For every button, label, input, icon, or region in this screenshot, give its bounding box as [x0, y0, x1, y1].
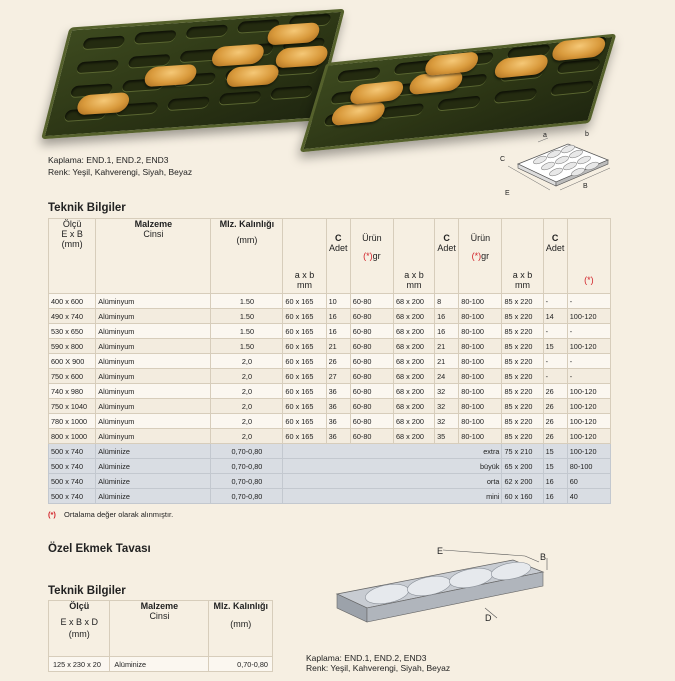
table-cell: 2,0 [211, 399, 283, 414]
table-cell: Alüminyum [96, 429, 211, 444]
header-axb-mm-3: mm [515, 280, 531, 290]
table-cell: - [567, 354, 610, 369]
table-cell: 26 [543, 414, 567, 429]
section-subtitle-technical: Teknik Bilgiler [48, 585, 126, 597]
table-cell: 24 [435, 369, 459, 384]
table-row [49, 474, 611, 489]
table-cell: 40 [567, 489, 610, 504]
diagram-label-a: a [543, 132, 547, 139]
table-cell: 80-100 [459, 384, 502, 399]
table-cell: 0,70-0,80 [211, 489, 283, 504]
header-star-2: (*) [471, 251, 482, 261]
table-cell: 26 [543, 429, 567, 444]
table-cell: 32 [435, 414, 459, 429]
header-olcu: Ölçü [62, 219, 82, 229]
table-cell: 32 [435, 384, 459, 399]
table-cell: 100-120 [567, 444, 610, 459]
table-cell: 80-100 [459, 399, 502, 414]
table-cell: - [567, 324, 610, 339]
table-cell: 60 x 165 [283, 429, 326, 444]
table-cell: mini [283, 489, 502, 504]
header-adet-2: Adet [437, 243, 456, 253]
special-label-d: D [485, 613, 492, 623]
table-cell: 60 x 165 [283, 354, 326, 369]
table-cell: 530 x 650 [49, 324, 96, 339]
table-cell: 60 [567, 474, 610, 489]
table-cell: 60 x 165 [283, 294, 326, 309]
table-cell: 60 x 165 [283, 369, 326, 384]
table-cell: 80-100 [459, 369, 502, 384]
table-cell: Alüminyum [96, 354, 211, 369]
header-urun-2: Ürün [470, 233, 491, 243]
special-header-kalinlik-mm: (mm) [230, 619, 252, 629]
table-cell: 85 x 220 [502, 339, 543, 354]
header-cinsi: Cinsi [143, 229, 164, 239]
table-cell: 16 [543, 489, 567, 504]
table-cell: 1.50 [211, 309, 283, 324]
table-row [49, 324, 611, 339]
table-cell: 500 x 740 [49, 474, 96, 489]
header-mm: (mm) [61, 239, 83, 249]
header-kalinlik: Mlz. Kalınlığı [219, 219, 275, 229]
table-row [49, 399, 611, 414]
special-coating-text: Kaplama: END.1, END.2, END3 [306, 653, 427, 663]
table-cell: 100-120 [567, 384, 610, 399]
table-cell: Alüminize [96, 459, 211, 474]
special-label-e: E [437, 546, 444, 556]
special-caption [306, 652, 450, 674]
footnote-star: (*) [48, 510, 56, 519]
table-cell: 16 [435, 309, 459, 324]
table-cell: 16 [543, 474, 567, 489]
table-cell: 16 [326, 324, 350, 339]
table-cell: 0,70-0,80 [211, 474, 283, 489]
header-c-1: C [334, 233, 342, 243]
table-cell: Alüminyum [96, 384, 211, 399]
diagram-label-b-lower: B [583, 183, 588, 190]
table-cell: 80-100 [459, 429, 502, 444]
table-cell: büyük [283, 459, 502, 474]
special-color-text: Renk: Yeşil, Kahverengi, Siyah, Beyaz [306, 663, 451, 673]
color-text: Renk: Yeşil, Kahverengi, Siyah, Beyaz [48, 167, 193, 177]
table-row [49, 459, 611, 474]
table-cell: Alüminyum [96, 414, 211, 429]
table-cell: 0,70-0,80 [211, 459, 283, 474]
header-urun-1: Ürün [362, 233, 382, 243]
special-header-dims: E x B x D [60, 617, 98, 627]
table-cell: Alüminyum [96, 369, 211, 384]
table-cell: 65 x 200 [502, 459, 543, 474]
table-cell: 0,70-0,80 [211, 444, 283, 459]
section-title-technical: Teknik Bilgiler [48, 202, 126, 214]
table-cell: 60-80 [350, 384, 393, 399]
table-cell: Alüminyum [96, 294, 211, 309]
table-cell: 2,0 [211, 429, 283, 444]
header-malzeme: Malzeme [134, 219, 173, 229]
table-cell: 750 x 1040 [49, 399, 96, 414]
table-cell: 35 [435, 429, 459, 444]
table-cell: orta [283, 474, 502, 489]
table-row [49, 657, 273, 672]
table-row [49, 309, 611, 324]
table-cell: 60-80 [350, 369, 393, 384]
table-cell: 60 x 165 [283, 309, 326, 324]
table-cell: 85 x 220 [502, 369, 543, 384]
table-cell: 60-80 [350, 414, 393, 429]
table-cell: 60 x 165 [283, 399, 326, 414]
table-cell: 1.50 [211, 294, 283, 309]
table-cell: 60-80 [350, 309, 393, 324]
table-cell: 100-120 [567, 309, 610, 324]
table-cell: 21 [435, 354, 459, 369]
header-c-2: C [443, 233, 450, 243]
table-cell: Alüminyum [96, 309, 211, 324]
technical-table [48, 218, 611, 504]
table-cell: 21 [326, 339, 350, 354]
table-cell: 750 x 600 [49, 369, 96, 384]
table-cell: - [543, 369, 567, 384]
table-cell: 68 x 200 [393, 354, 434, 369]
table-cell: 60 x 165 [283, 414, 326, 429]
special-label-b: B [540, 552, 547, 562]
table-cell: 26 [326, 354, 350, 369]
table-cell: 2,0 [211, 369, 283, 384]
table-cell: Alüminize [96, 489, 211, 504]
table-cell: 36 [326, 384, 350, 399]
table-cell: 60-80 [350, 354, 393, 369]
table-cell: 85 x 220 [502, 309, 543, 324]
table-cell: 16 [326, 309, 350, 324]
table-cell: 80-100 [459, 309, 502, 324]
table-cell: 100-120 [567, 339, 610, 354]
table-cell: 2,0 [211, 384, 283, 399]
table-cell: 2,0 [211, 354, 283, 369]
table-cell: 60 x 160 [502, 489, 543, 504]
table-cell: 100-120 [567, 414, 610, 429]
table-cell: 27 [326, 369, 350, 384]
table-cell: 68 x 200 [393, 384, 434, 399]
special-header-kalinlik: Mlz. Kalınlığı [213, 601, 268, 611]
table-cell: 21 [435, 339, 459, 354]
table-row [49, 384, 611, 399]
table-row [49, 414, 611, 429]
table-cell: Alüminyum [96, 324, 211, 339]
special-header-mm: (mm) [68, 629, 90, 639]
table-cell: 85 x 220 [502, 429, 543, 444]
table-cell: 80-100 [567, 459, 610, 474]
table-row [49, 429, 611, 444]
table-row [49, 294, 611, 309]
header-gr-1: gr [372, 251, 381, 261]
table-row [49, 489, 611, 504]
header-star-1: (*) [363, 251, 373, 261]
table-cell: - [543, 354, 567, 369]
table-cell: 85 x 220 [502, 399, 543, 414]
table-cell: 15 [543, 339, 567, 354]
coating-text: Kaplama: END.1, END.2, END3 [48, 155, 169, 165]
header-axb-mm-2: mm [406, 280, 422, 290]
table-row [49, 369, 611, 384]
diagram-label-b: b [585, 131, 589, 138]
special-cell-thickness: 0,70-0,80 [209, 657, 273, 672]
table-cell: 500 x 740 [49, 444, 96, 459]
footnote-text: Ortalama değer olarak alınmıştır. [64, 510, 174, 519]
section-title-special: Özel Ekmek Tavası [48, 543, 151, 555]
footnote [48, 510, 173, 519]
table-cell: 80-100 [459, 339, 502, 354]
header-axb-mm-1: mm [297, 280, 313, 290]
table-cell: 500 x 740 [49, 459, 96, 474]
table-cell: 80-100 [459, 354, 502, 369]
header-kalinlik-mm: (mm) [236, 235, 258, 245]
table-cell: 15 [543, 459, 567, 474]
table-cell: 80-100 [459, 414, 502, 429]
table-cell: 60-80 [350, 324, 393, 339]
table-cell: 68 x 200 [393, 429, 434, 444]
table-cell: 68 x 200 [393, 399, 434, 414]
table-cell: Alüminize [96, 474, 211, 489]
special-header-malzeme: Malzeme [140, 601, 179, 611]
table-cell: Alüminize [96, 444, 211, 459]
header-adet-3: Adet [545, 243, 565, 253]
table-cell: 490 x 740 [49, 309, 96, 324]
table-cell: 26 [543, 399, 567, 414]
table-cell: 60-80 [350, 339, 393, 354]
table-cell: 62 x 200 [502, 474, 543, 489]
table-cell: 8 [435, 294, 459, 309]
table-cell: 68 x 200 [393, 324, 434, 339]
header-adet-1: Adet [328, 243, 348, 253]
table-cell: 85 x 220 [502, 294, 543, 309]
table-cell: 36 [326, 429, 350, 444]
table-cell: 800 x 1000 [49, 429, 96, 444]
table-row [49, 444, 611, 459]
table-cell: 500 x 740 [49, 489, 96, 504]
table-cell: 60 x 165 [283, 384, 326, 399]
table-cell: - [543, 294, 567, 309]
special-header-olcu: Ölçü [69, 601, 90, 611]
table-cell: 10 [326, 294, 350, 309]
table-cell: 68 x 200 [393, 369, 434, 384]
table-cell: 32 [435, 399, 459, 414]
header-axb-1: a x b [294, 270, 315, 280]
special-header-cinsi: Cinsi [149, 611, 170, 621]
table-cell: 80-100 [459, 324, 502, 339]
table-cell: 1.50 [211, 324, 283, 339]
special-table [48, 600, 273, 672]
table-cell: Alüminyum [96, 339, 211, 354]
top-caption [48, 154, 192, 178]
table-cell: 780 x 1000 [49, 414, 96, 429]
table-cell: 1.50 [211, 339, 283, 354]
table-cell: 68 x 200 [393, 414, 434, 429]
table-cell: 100-120 [567, 429, 610, 444]
table-cell: 400 x 600 [49, 294, 96, 309]
header-axb-3: a x b [512, 270, 533, 280]
table-row [49, 339, 611, 354]
table-cell: 590 x 800 [49, 339, 96, 354]
diagram-label-e: E [505, 190, 510, 197]
tray-photo-left [41, 9, 345, 140]
table-cell: 85 x 220 [502, 354, 543, 369]
table-cell: 68 x 200 [393, 339, 434, 354]
table-cell: 36 [326, 399, 350, 414]
header-star-3: (*) [584, 275, 594, 285]
table-cell: - [567, 369, 610, 384]
table-cell: 60-80 [350, 294, 393, 309]
special-pan-diagram [325, 542, 555, 637]
table-cell: Alüminyum [96, 399, 211, 414]
special-cell-material: Alüminize [110, 657, 209, 672]
table-cell: 80-100 [459, 294, 502, 309]
table-cell: 2,0 [211, 414, 283, 429]
special-cell-dims: 125 x 230 x 20 [49, 657, 110, 672]
table-cell: 68 x 200 [393, 309, 434, 324]
table-cell: 100-120 [567, 399, 610, 414]
header-exb: E x B [61, 229, 83, 239]
table-header [49, 219, 611, 294]
table-cell: 36 [326, 414, 350, 429]
header-c-3: C [551, 233, 559, 243]
table-cell: 85 x 220 [502, 324, 543, 339]
table-cell: 60-80 [350, 429, 393, 444]
table-cell: 60-80 [350, 399, 393, 414]
tray-diagram-top [498, 130, 618, 202]
header-axb-2: a x b [404, 270, 424, 280]
table-cell: 14 [543, 309, 567, 324]
table-cell: 740 x 980 [49, 384, 96, 399]
diagram-label-c: C [500, 156, 506, 163]
table-cell: 15 [543, 444, 567, 459]
table-cell: 60 x 165 [283, 324, 326, 339]
table-cell: - [543, 324, 567, 339]
table-cell: 16 [435, 324, 459, 339]
header-gr-2: gr [481, 251, 490, 261]
table-cell: 68 x 200 [393, 294, 434, 309]
table-cell: extra [283, 444, 502, 459]
table-cell: - [567, 294, 610, 309]
table-cell: 75 x 210 [502, 444, 543, 459]
table-cell: 600 X 900 [49, 354, 96, 369]
table-cell: 26 [543, 384, 567, 399]
table-cell: 85 x 220 [502, 414, 543, 429]
table-cell: 60 x 165 [283, 339, 326, 354]
table-row [49, 354, 611, 369]
table-cell: 85 x 220 [502, 384, 543, 399]
